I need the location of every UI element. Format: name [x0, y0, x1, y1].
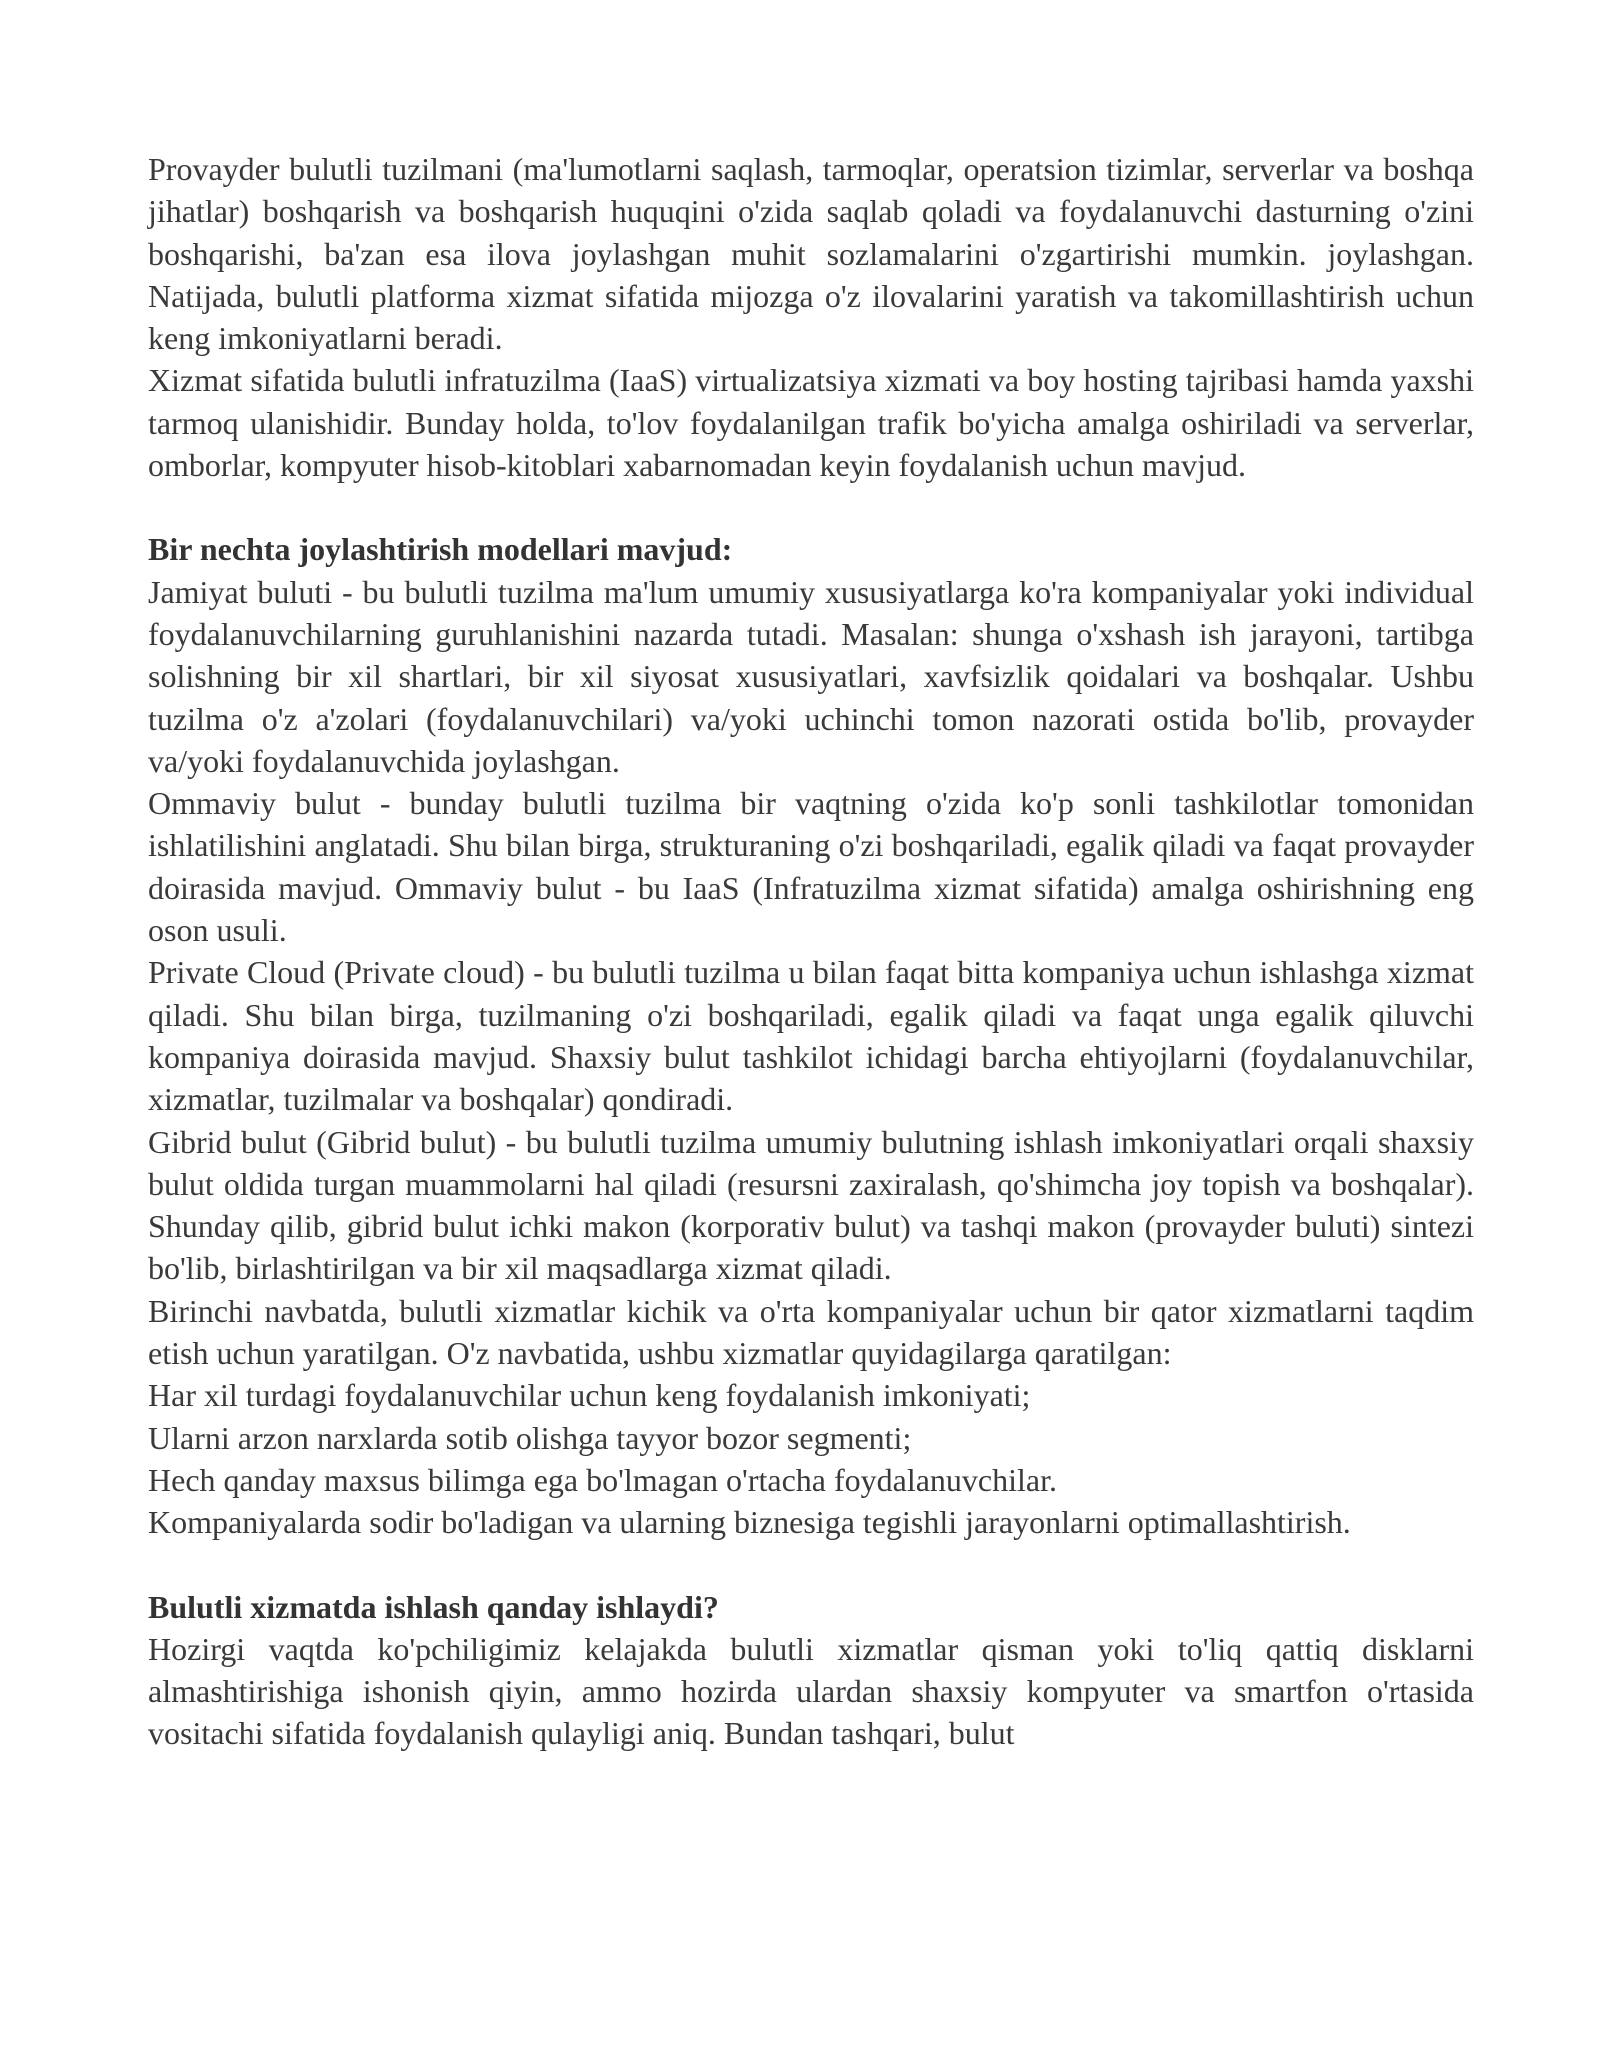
- document-page: [148, 148, 1474, 1755]
- paragraph-private-cloud: Private Cloud (Private cloud) - bu bulutli tuzilma u bilan faqat bitta kompaniya uchun ishlashga xizmat qiladi. Shu bilan birga, tuzilmaning o'zi boshqariladi, egalik qiladi va faqat unga egalik qiluvchi kompaniya doirasida mavjud. Shaxsiy bulut tashkilot ichidagi barcha ehtiyojlarni (foydalanuvchilar, xizmatlar, tuzilmalar va boshqalar) qondiradi.: [148, 954, 1474, 1118]
- paragraph-iaas: Xizmat sifatida bulutli infratuzilma (IaaS) virtualizatsiya xizmati va boy hosting tajribasi hamda yaxshi tarmoq ulanishidir. Bunday holda, to'lov foydalanilgan trafik bo'yicha amalga oshiriladi va serverlar, omborlar, kompyuter hisob-kitoblari xabarnomadan keyin foydalanish uchun mavjud.: [148, 362, 1474, 484]
- paragraph-optimization: Kompaniyalarda sodir bo'ladigan va ularning biznesiga tegishli jarayonlarni optimallashtirish.: [148, 1504, 1351, 1541]
- heading-deployment-models: Bir nechta joylashtirish modellari mavjud:: [148, 531, 733, 568]
- paragraph-final: Hozirgi vaqtda ko'pchiligimiz kelajakda bulutli xizmatlar qisman yoki to'liq qattiq disklarni almashtirishiga ishonish qiyin, ammo hozirda ulardan shaxsiy kompyuter va smartfon o'rtasida vositachi sifatida foydalanish qulayligi aniq. Bundan tashqari, bulut: [148, 1630, 1474, 1752]
- heading-how-it-works: Bulutli xizmatda ishlash qanday ishlaydi?: [148, 1588, 719, 1625]
- list-item: Ularni arzon narxlarda sotib olishga tayyor bozor segmenti;: [148, 1419, 912, 1456]
- paragraph-public-cloud: Ommaviy bulut - bunday bulutli tuzilma bir vaqtning o'zida ko'p sonli tashkilotlar tomonidan ishlatilishini anglatadi. Shu bilan birga, strukturaning o'zi boshqariladi, egalik qiladi va faqat provayder doirasida mavjud. Ommaviy bulut - bu IaaS (Infratuzilma xizmat sifatida) amalga oshirishning eng oson usuli.: [148, 785, 1474, 949]
- list-item: Har xil turdagi foydalanuvchilar uchun keng foydalanish imkoniyati;: [148, 1377, 1031, 1414]
- list-item: Hech qanday maxsus bilimga ega bo'lmagan o'rtacha foydalanuvchilar.: [148, 1461, 1057, 1498]
- paragraph-hybrid-cloud: Gibrid bulut (Gibrid bulut) - bu bulutli tuzilma umumiy bulutning ishlash imkoniyatlari orqali shaxsiy bulut oldida turgan muammolarni hal qiladi (resursni zaxiralash, qo'shimcha joy topish va boshqalar). Shunday qilib, gibrid bulut ichki makon (korporativ bulut) va tashqi makon (provayder buluti) sintezi bo'lib, birlashtirilgan va bir xil maqsadlarga xizmat qiladi.: [148, 1123, 1474, 1287]
- paragraph-services-intro: Birinchi navbatda, bulutli xizmatlar kichik va o'rta kompaniyalar uchun bir qator xizmatlarni taqdim etish uchun yaratilgan. O'z navbatida, ushbu xizmatlar quyidagilarga qaratilgan:: [148, 1292, 1474, 1372]
- paragraph-community-cloud: Jamiyat buluti - bu bulutli tuzilma ma'lum umumiy xususiyatlarga ko'ra kompaniyalar yoki individual foydalanuvchilarning guruhlanishini nazarda tutadi. Masalan: shunga o'xshash ish jarayoni, tartibga solishning bir xil shartlari, bir xil siyosat xususiyatlari, xavfsizlik qoidalari va boshqalar. Ushbu tuzilma o'z a'zolari (foydalanuvchilari) va/yoki uchinchi tomon nazorati ostida bo'lib, provayder va/yoki foydalanuvchida joylashgan.: [148, 573, 1474, 779]
- paragraph-provider: Provayder bulutli tuzilmani (ma'lumotlarni saqlash, tarmoqlar, operatsion tizimlar, serverlar va boshqa jihatlar) boshqarish va boshqarish huquqini o'zida saqlab qoladi va foydalanuvchi dasturning o'zini boshqarishi, ba'zan esa ilova joylashgan muhit sozlamalarini o'zgartirishi mumkin. joylashgan. Natijada, bulutli platforma xizmat sifatida mijozga o'z ilovalarini yaratish va takomillashtirish uchun keng imkoniyatlarni beradi.: [148, 151, 1474, 357]
